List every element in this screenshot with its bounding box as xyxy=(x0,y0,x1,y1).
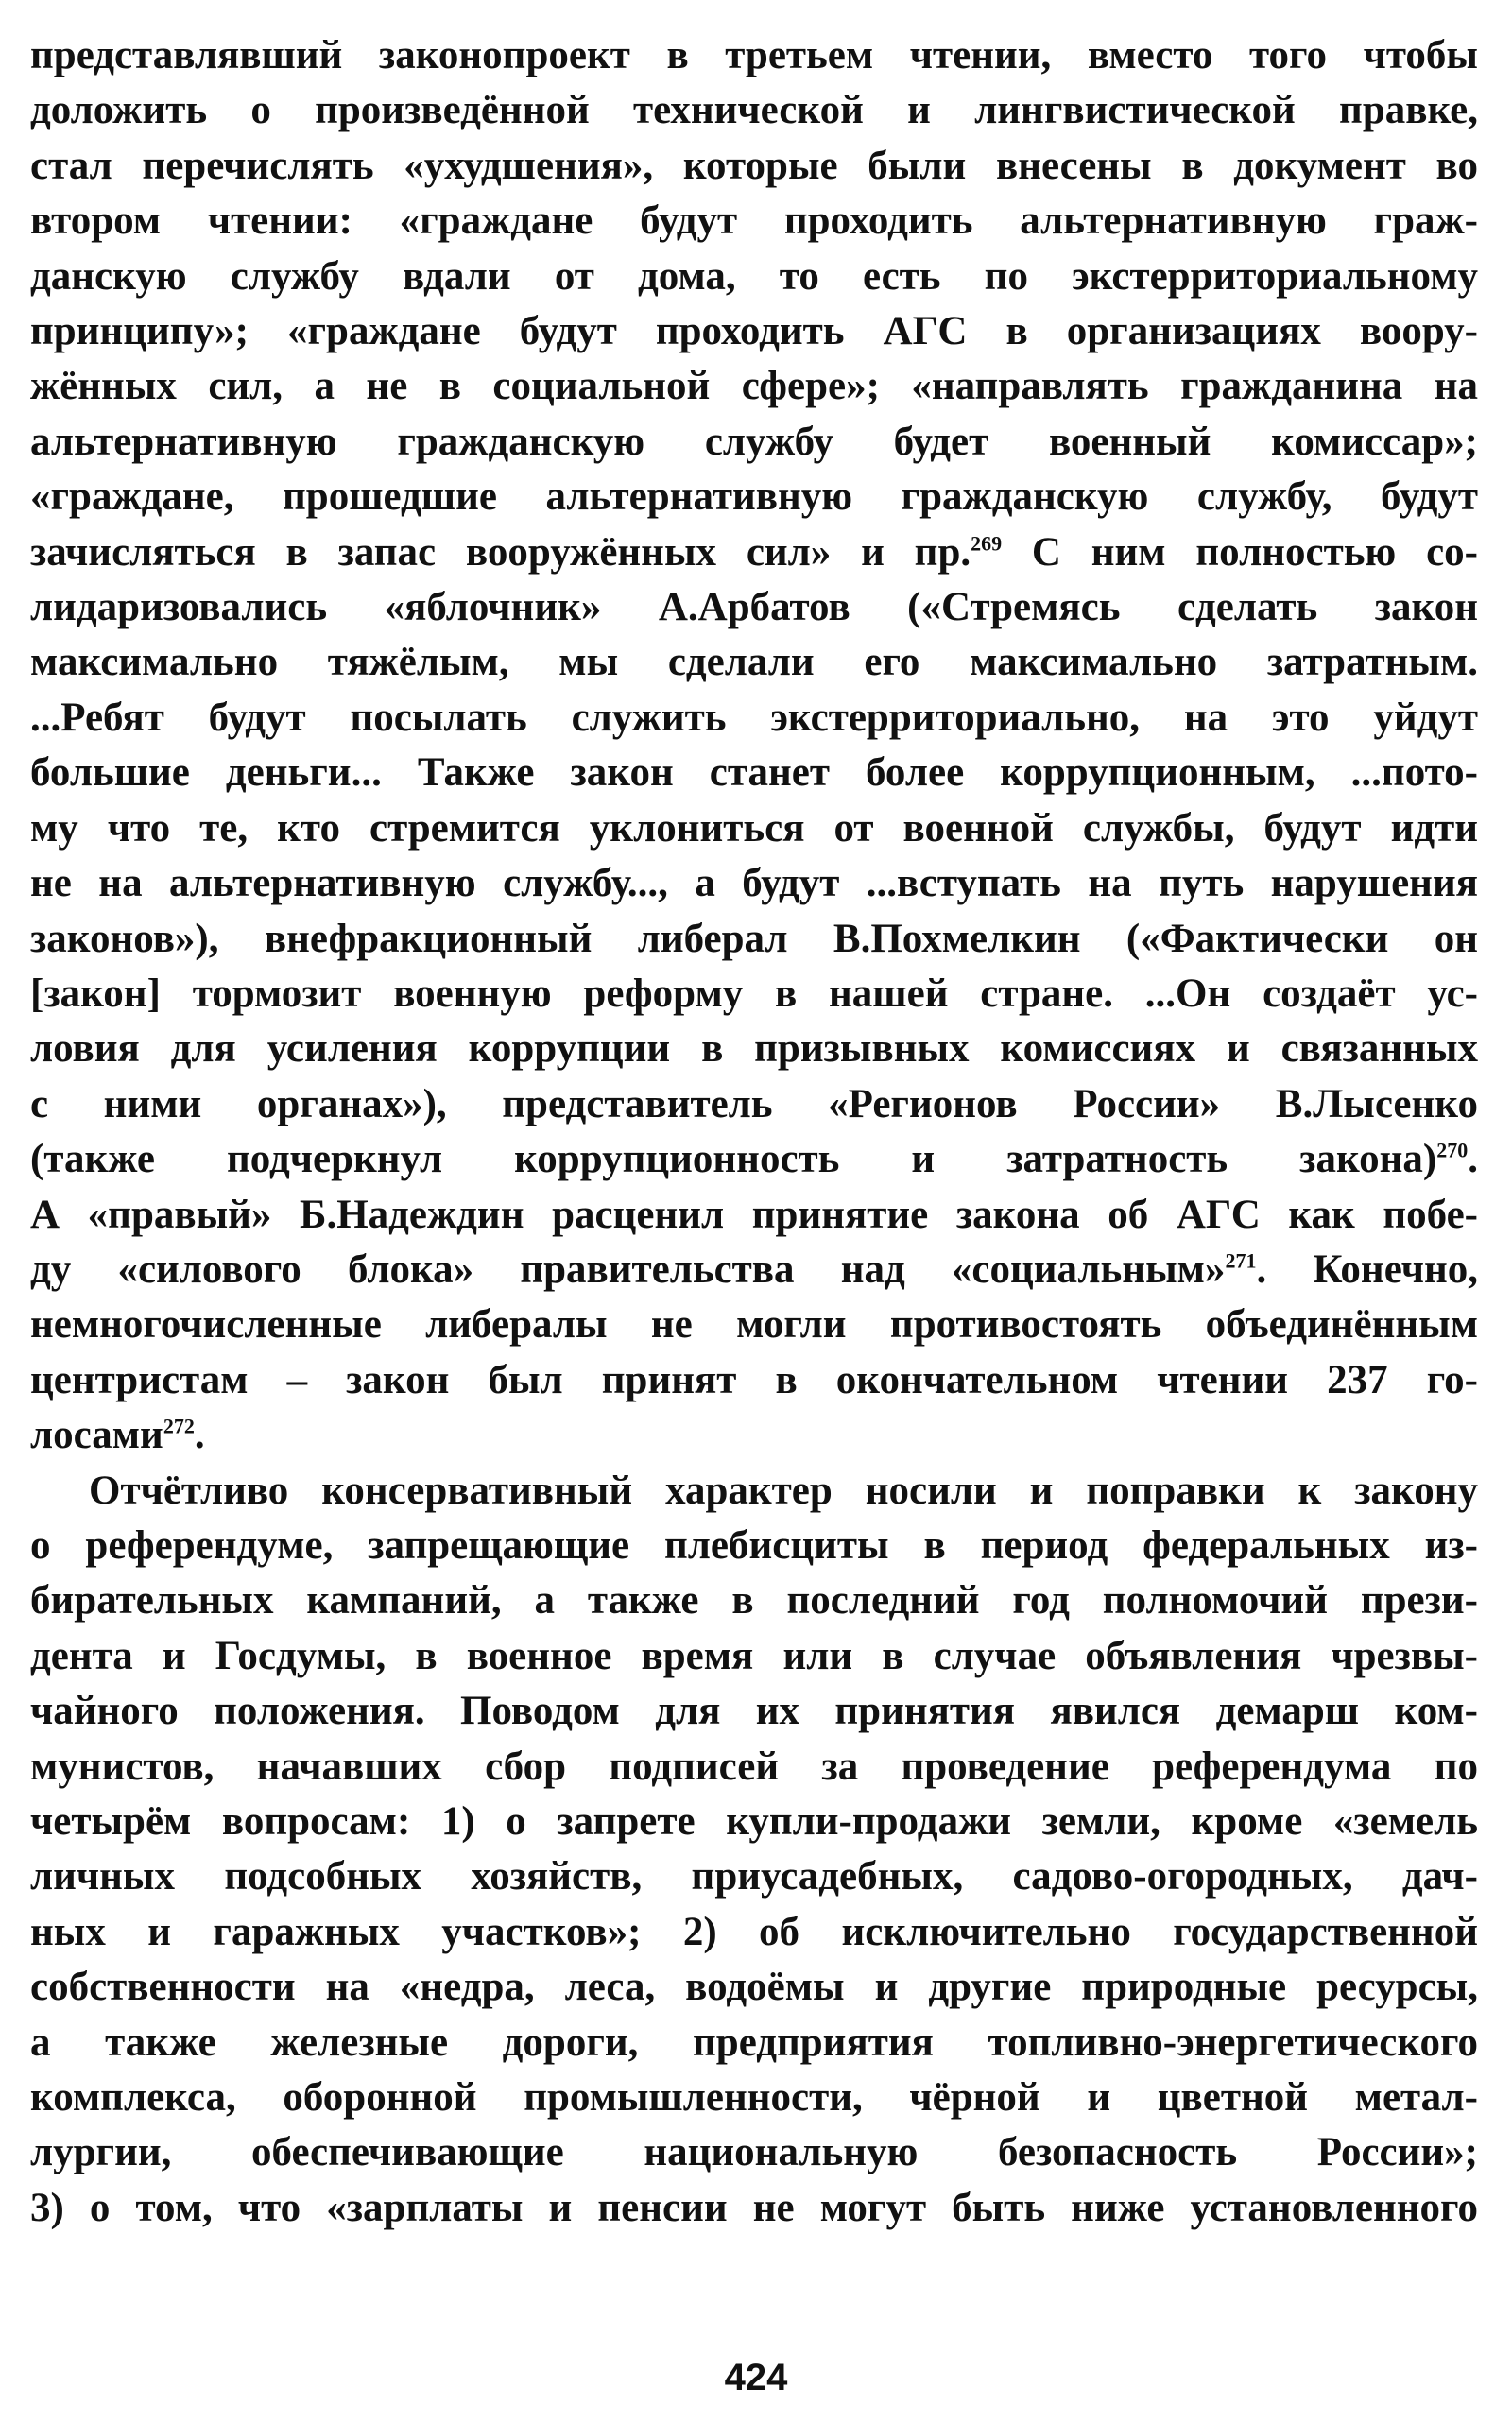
footnote-reference: 269 xyxy=(971,531,1003,556)
text-line: бирательных кампаний, а также в последний год полномочий прези- xyxy=(30,1578,1478,1624)
text-line: центристам – закон был принят в окончательном чтении 237 го- xyxy=(30,1357,1478,1402)
paragraph-1 xyxy=(30,28,1478,1464)
paragraph-2 xyxy=(30,1464,1478,2237)
text-line: 3) о том, что «зарплаты и пенсии не могут быть ниже установленного xyxy=(30,2185,1478,2230)
text-line: комплекса, оборонной промышленности, чёрной и цветной метал- xyxy=(30,2075,1478,2121)
text-line: немногочисленные либералы не могли противостоять объединённым xyxy=(30,1302,1478,1348)
text-line: чайного положения. Поводом для их принятия явился демарш ком- xyxy=(30,1689,1478,1734)
page-number: 424 xyxy=(724,2357,788,2398)
text-line: «граждане, прошедшие альтернативную гражданскую службу, будут xyxy=(30,474,1478,520)
text-line: а также железные дороги, предприятия топливно-энергетического xyxy=(30,2019,1478,2065)
text-line: му что те, кто стремится уклониться от военной службы, будут идти xyxy=(30,805,1478,851)
footnote-reference: 270 xyxy=(1436,1138,1469,1162)
text-line: мунистов, начавших сбор подписей за проведение референдума по xyxy=(30,1744,1478,1789)
text-line: лидаризовались «яблочник» А.Арбатов («Стремясь сделать закон xyxy=(30,585,1478,630)
text-line: с ними органах»), представитель «Регионов России» В.Лысенко xyxy=(30,1081,1478,1126)
text-line: стал перечислять «ухудшения», которые были внесены в документ во xyxy=(30,143,1478,188)
text-line-with-footnote: зачисляться в запас вооружённых сил» и пр.$^{269}$ С ним полностью со- xyxy=(30,529,1478,575)
text-line-with-footnote: ду «силового блока» правительства над «социальным»$^{271}$. Конечно, xyxy=(30,1246,1478,1292)
text-line: доложить о произведённой технической и лингвистической правке, xyxy=(30,88,1478,133)
text-line: альтернативную гражданскую службу будет военный комиссар»; xyxy=(30,419,1478,464)
text-line: собственности на «недра, леса, водоёмы и другие природные ресурсы, xyxy=(30,1965,1478,2010)
text-line: ных и гаражных участков»; 2) об исключительно государственной xyxy=(30,1909,1478,1954)
text-line: не на альтернативную службу..., а будут ...вступать на путь нарушения xyxy=(30,861,1478,906)
text-line: представлявший законопроект в третьем чтении, вместо того чтобы xyxy=(30,33,1478,77)
text-line: дента и Госдумы, в военное время или в случае объявления чрезвы- xyxy=(30,1633,1478,1678)
text-line-with-footnote: (также подчеркнул коррупционность и затратность закона)$^{270}$. xyxy=(30,1137,1478,1182)
text-line-with-footnote: лосами$^{272}$. xyxy=(30,1413,205,1458)
footnote-reference: 271 xyxy=(1225,1248,1257,1273)
text-line: жённых сил, а не в социальной сфере»; «направлять гражданина на xyxy=(30,364,1478,409)
text-line: лургии, обеспечивающие национальную безопасность России»; xyxy=(30,2130,1478,2175)
text-line: [закон] тормозит военную реформу в нашей стране. ...Он создаёт ус- xyxy=(30,971,1478,1016)
text-line: максимально тяжёлым, мы сделали его максимально затратным. xyxy=(30,640,1478,685)
text-line: данскую службу вдали от дома, то есть по экстерриториальному xyxy=(30,253,1478,299)
text-line-indented: Отчётливо консервативный характер носили и поправки к закону xyxy=(89,1468,1478,1513)
text-line: втором чтении: «граждане будут проходить альтернативную граж- xyxy=(30,198,1478,244)
text-line: личных подсобных хозяйств, приусадебных, садово-огородных, дач- xyxy=(30,1854,1478,1899)
text-line: А «правый» Б.Надеждин расценил принятие закона об АГС как побе- xyxy=(30,1192,1478,1237)
text-line: большие деньги... Также закон станет более коррупционным, ...пото- xyxy=(30,750,1478,796)
text-line: ...Ребят будут посылать служить экстерриториально, на это уйдут xyxy=(30,695,1478,740)
text-line: законов»), внефракционный либерал В.Похмелкин («Фактически он xyxy=(30,916,1478,961)
text-line: о референдуме, запрещающие плебисциты в период федеральных из- xyxy=(30,1522,1478,1568)
body-text xyxy=(30,28,1478,2236)
text-line: принципу»; «граждане будут проходить АГС в организациях воору- xyxy=(30,309,1478,354)
text-line: четырём вопросам: 1) о запрете купли-продажи земли, кроме «земель xyxy=(30,1799,1478,1844)
text-line: ловия для усиления коррупции в призывных комиссиях и связанных xyxy=(30,1026,1478,1072)
footnote-reference: 272 xyxy=(163,1414,195,1438)
